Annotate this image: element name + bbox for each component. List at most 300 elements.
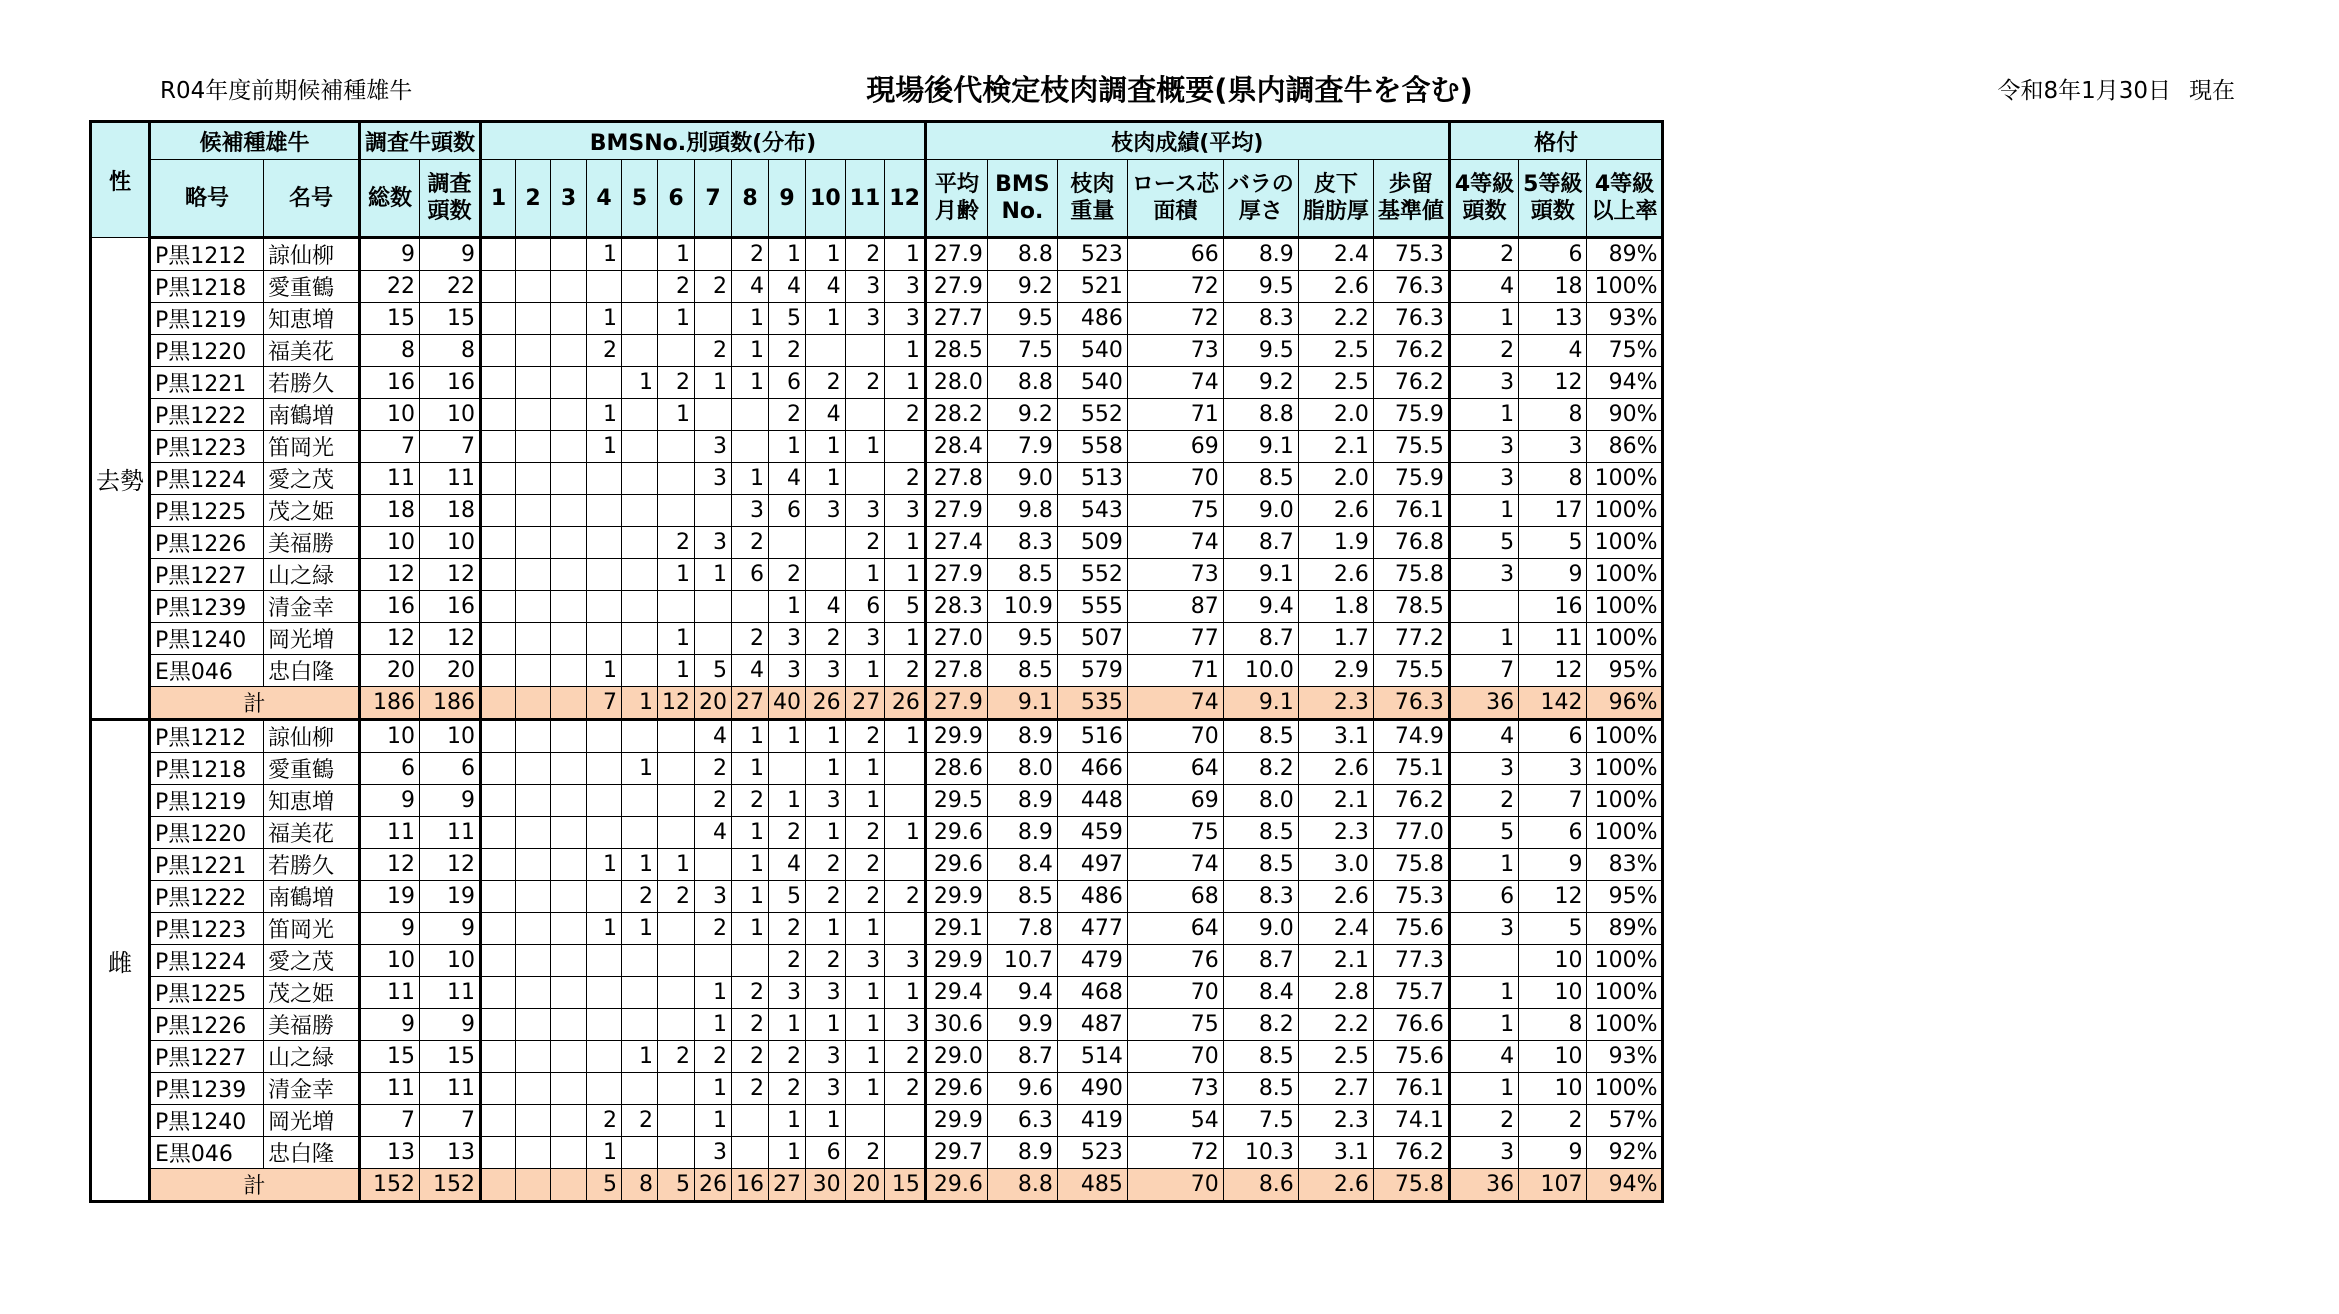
bms-count-3: [551, 399, 587, 431]
grade4-plus-rate: 95%: [1587, 881, 1663, 913]
surveyed-count: 12: [419, 623, 480, 655]
bms-count-3: [551, 367, 587, 399]
bms-count-3: [551, 463, 587, 495]
bms-count-4: [587, 623, 622, 655]
yield-value: 76.1: [1373, 1073, 1449, 1105]
bms-count-12: [885, 913, 926, 945]
bms-count-9: 1: [769, 1137, 806, 1169]
bms-count-1: [481, 271, 516, 303]
bms-count-11: 27: [845, 687, 885, 720]
total-count: 11: [360, 1073, 420, 1105]
col-bms-6: 6: [658, 160, 695, 238]
rib-eye-area: 74: [1127, 687, 1223, 720]
bms-count-12: 3: [885, 1009, 926, 1041]
fat-thickness: 2.1: [1298, 945, 1373, 977]
grade5-count: 11: [1519, 623, 1587, 655]
bms-count-6: [658, 1105, 695, 1137]
rib-eye-area: 70: [1127, 720, 1223, 753]
bms-count-6: [658, 913, 695, 945]
bms-count-12: 1: [885, 817, 926, 849]
carcass-weight: 468: [1057, 977, 1127, 1009]
bms-count-3: [551, 559, 587, 591]
bms-count-1: [481, 238, 516, 271]
yield-value: 75.9: [1373, 399, 1449, 431]
grade4-plus-rate: 100%: [1587, 753, 1663, 785]
bms-count-2: [516, 335, 551, 367]
rib-thickness: 8.2: [1223, 1009, 1298, 1041]
bms-count-8: 1: [732, 817, 769, 849]
bms-count-10: 2: [806, 945, 846, 977]
total-count: 10: [360, 527, 420, 559]
fat-thickness: 3.1: [1298, 1137, 1373, 1169]
surveyed-count: 7: [419, 431, 480, 463]
bms-count-9: 2: [769, 335, 806, 367]
rib-eye-area: 74: [1127, 849, 1223, 881]
bms-count-8: 4: [732, 271, 769, 303]
grade4-plus-rate: 75%: [1587, 335, 1663, 367]
avg-age: 29.7: [925, 1137, 987, 1169]
bms-count-7: [695, 303, 732, 335]
carcass-weight: 516: [1057, 720, 1127, 753]
bms-count-9: 40: [769, 687, 806, 720]
bms-number: 9.1: [987, 687, 1057, 720]
bms-number: 8.9: [987, 817, 1057, 849]
carcass-weight: 540: [1057, 335, 1127, 367]
grade4-plus-rate: 100%: [1587, 817, 1663, 849]
grade5-count: 10: [1519, 977, 1587, 1009]
bms-count-1: [481, 1137, 516, 1169]
bms-count-2: [516, 753, 551, 785]
col-carcass-results: 枝肉成績(平均): [925, 122, 1449, 160]
bms-count-7: 5: [695, 655, 732, 687]
bms-count-10: 3: [806, 495, 846, 527]
bms-count-3: [551, 623, 587, 655]
yield-value: 75.1: [1373, 753, 1449, 785]
bms-count-5: [622, 1137, 658, 1169]
carcass-weight: 466: [1057, 753, 1127, 785]
bms-number: 9.0: [987, 463, 1057, 495]
bms-count-2: [516, 945, 551, 977]
table-row: [91, 1105, 1663, 1137]
bms-count-1: [481, 303, 516, 335]
fat-thickness: 3.1: [1298, 720, 1373, 753]
bms-count-4: [587, 495, 622, 527]
bms-count-1: [481, 753, 516, 785]
bull-name: 岡光増: [264, 1105, 360, 1137]
table-row: [91, 881, 1663, 913]
bms-count-3: [551, 655, 587, 687]
rib-thickness: 8.3: [1223, 881, 1298, 913]
bms-count-2: [516, 849, 551, 881]
grade4-plus-rate: 86%: [1587, 431, 1663, 463]
rib-thickness: 9.1: [1223, 559, 1298, 591]
avg-age: 28.0: [925, 367, 987, 399]
total-count: 20: [360, 655, 420, 687]
bms-count-11: 20: [845, 1169, 885, 1202]
bms-count-1: [481, 335, 516, 367]
rib-thickness: 8.5: [1223, 463, 1298, 495]
fat-thickness: 2.6: [1298, 753, 1373, 785]
table-row: [91, 913, 1663, 945]
bms-count-12: 3: [885, 271, 926, 303]
table-row: [91, 785, 1663, 817]
bms-count-11: 2: [845, 849, 885, 881]
bms-count-6: [658, 1073, 695, 1105]
bms-count-12: 2: [885, 399, 926, 431]
bms-number: 9.9: [987, 1009, 1057, 1041]
bms-count-11: 2: [845, 720, 885, 753]
carcass-weight: 490: [1057, 1073, 1127, 1105]
avg-age: 29.5: [925, 785, 987, 817]
rib-eye-area: 54: [1127, 1105, 1223, 1137]
rib-thickness: 9.5: [1223, 271, 1298, 303]
bms-count-11: 3: [845, 945, 885, 977]
bms-count-4: 1: [587, 431, 622, 463]
avg-age: 27.9: [925, 559, 987, 591]
carcass-weight: 535: [1057, 687, 1127, 720]
bms-count-5: [622, 945, 658, 977]
fat-thickness: 2.6: [1298, 495, 1373, 527]
grade5-count: 12: [1519, 655, 1587, 687]
bms-count-4: [587, 527, 622, 559]
bms-count-2: [516, 238, 551, 271]
table-row: [91, 527, 1663, 559]
grade4-plus-rate: 94%: [1587, 367, 1663, 399]
bms-count-6: 12: [658, 687, 695, 720]
bms-count-9: 5: [769, 881, 806, 913]
surveyed-count: 19: [419, 881, 480, 913]
yield-value: 74.9: [1373, 720, 1449, 753]
bms-count-7: 2: [695, 335, 732, 367]
col-bms-12: 12: [885, 160, 926, 238]
bms-count-5: [622, 399, 658, 431]
bms-count-11: 2: [845, 527, 885, 559]
bms-count-4: [587, 1009, 622, 1041]
bull-name: 南鶴増: [264, 881, 360, 913]
surveyed-count: 152: [419, 1169, 480, 1202]
bms-count-3: [551, 431, 587, 463]
yield-value: 76.2: [1373, 785, 1449, 817]
fat-thickness: 2.8: [1298, 977, 1373, 1009]
grade4-count: 3: [1449, 367, 1518, 399]
bms-count-9: 3: [769, 655, 806, 687]
bms-number: 9.5: [987, 623, 1057, 655]
bms-count-7: 1: [695, 1073, 732, 1105]
bms-count-2: [516, 559, 551, 591]
bull-code: P黒1212: [150, 720, 264, 753]
bms-count-3: [551, 527, 587, 559]
fat-thickness: 2.6: [1298, 1169, 1373, 1202]
bms-count-3: [551, 913, 587, 945]
bull-name: 山之緑: [264, 1041, 360, 1073]
bms-number: 9.6: [987, 1073, 1057, 1105]
yield-value: 76.3: [1373, 271, 1449, 303]
grade4-plus-rate: 90%: [1587, 399, 1663, 431]
bms-number: 8.5: [987, 881, 1057, 913]
bull-name: 愛之茂: [264, 463, 360, 495]
total-count: 7: [360, 431, 420, 463]
table-row: [91, 1009, 1663, 1041]
grade4-plus-rate: 57%: [1587, 1105, 1663, 1137]
yield-value: 75.3: [1373, 238, 1449, 271]
surveyed-count: 10: [419, 945, 480, 977]
bms-count-5: [622, 591, 658, 623]
rib-eye-area: 69: [1127, 431, 1223, 463]
col-bms-no: BMS No.: [987, 160, 1057, 238]
bms-count-12: 2: [885, 655, 926, 687]
bms-count-1: [481, 495, 516, 527]
rib-thickness: 8.7: [1223, 945, 1298, 977]
table-row: [91, 238, 1663, 271]
bms-count-12: 2: [885, 1041, 926, 1073]
carcass-weight: 558: [1057, 431, 1127, 463]
bms-count-3: [551, 1041, 587, 1073]
bms-count-2: [516, 977, 551, 1009]
bms-count-6: [658, 1009, 695, 1041]
avg-age: 29.6: [925, 1073, 987, 1105]
table-row: [91, 1041, 1663, 1073]
rib-eye-area: 70: [1127, 1041, 1223, 1073]
avg-age: 29.9: [925, 881, 987, 913]
surveyed-count: 12: [419, 559, 480, 591]
grade4-count: 1: [1449, 1073, 1518, 1105]
bull-code: P黒1219: [150, 303, 264, 335]
avg-age: 29.9: [925, 1105, 987, 1137]
bms-count-11: 1: [845, 559, 885, 591]
bms-number: 8.5: [987, 655, 1057, 687]
bms-count-6: [658, 720, 695, 753]
bull-code: P黒1239: [150, 591, 264, 623]
carcass-weight: 507: [1057, 623, 1127, 655]
avg-age: 27.4: [925, 527, 987, 559]
fat-thickness: 1.7: [1298, 623, 1373, 655]
bms-count-1: [481, 720, 516, 753]
bms-count-4: [587, 591, 622, 623]
rib-eye-area: 64: [1127, 913, 1223, 945]
grade4-count: 1: [1449, 399, 1518, 431]
total-count: 10: [360, 945, 420, 977]
bms-count-6: 1: [658, 303, 695, 335]
sex-label: 去勢: [91, 238, 150, 720]
bms-count-6: [658, 753, 695, 785]
total-count: 16: [360, 591, 420, 623]
bms-count-9: 1: [769, 1009, 806, 1041]
bms-count-4: 5: [587, 1169, 622, 1202]
yield-value: 75.8: [1373, 1169, 1449, 1202]
surveyed-count: 15: [419, 303, 480, 335]
bms-count-4: 2: [587, 335, 622, 367]
bms-count-8: 2: [732, 527, 769, 559]
bms-count-4: 7: [587, 687, 622, 720]
bms-count-10: [806, 527, 846, 559]
grade5-count: 6: [1519, 238, 1587, 271]
col-name: 名号: [264, 160, 360, 238]
bull-code: P黒1227: [150, 559, 264, 591]
bms-count-12: [885, 1137, 926, 1169]
bms-count-7: 3: [695, 1137, 732, 1169]
bms-count-5: 1: [622, 849, 658, 881]
grade4-count: 4: [1449, 720, 1518, 753]
bms-count-3: [551, 1009, 587, 1041]
bms-count-4: 1: [587, 655, 622, 687]
col-bms-8: 8: [732, 160, 769, 238]
fat-thickness: 2.6: [1298, 271, 1373, 303]
carcass-weight: 486: [1057, 881, 1127, 913]
bms-count-10: 2: [806, 367, 846, 399]
bms-count-2: [516, 817, 551, 849]
bms-number: 7.9: [987, 431, 1057, 463]
bms-count-1: [481, 1009, 516, 1041]
bms-count-7: [695, 849, 732, 881]
bms-count-10: 2: [806, 623, 846, 655]
avg-age: 29.0: [925, 1041, 987, 1073]
bms-count-4: [587, 367, 622, 399]
bms-count-4: [587, 271, 622, 303]
bms-count-1: [481, 817, 516, 849]
bms-count-5: [622, 495, 658, 527]
carcass-weight: 486: [1057, 303, 1127, 335]
bms-count-5: [622, 303, 658, 335]
bms-count-5: [622, 527, 658, 559]
col-rib-eye: ロース芯 面積: [1127, 160, 1223, 238]
table-row: [91, 817, 1663, 849]
fat-thickness: 3.0: [1298, 849, 1373, 881]
col-yield: 歩留 基準値: [1373, 160, 1449, 238]
fat-thickness: 2.7: [1298, 1073, 1373, 1105]
col-fat: 皮下 脂肪厚: [1298, 160, 1373, 238]
bms-count-2: [516, 785, 551, 817]
bms-count-1: [481, 559, 516, 591]
yield-value: 75.8: [1373, 559, 1449, 591]
bms-count-12: 1: [885, 977, 926, 1009]
bms-count-1: [481, 1073, 516, 1105]
bms-count-3: [551, 335, 587, 367]
bms-count-4: 2: [587, 1105, 622, 1137]
grade4-count: 3: [1449, 431, 1518, 463]
grade4-plus-rate: 100%: [1587, 1073, 1663, 1105]
bms-count-2: [516, 1041, 551, 1073]
grade5-count: 16: [1519, 591, 1587, 623]
avg-age: 29.6: [925, 849, 987, 881]
total-count: 11: [360, 977, 420, 1009]
total-count: 18: [360, 495, 420, 527]
bms-count-12: 1: [885, 623, 926, 655]
carcass-weight: 459: [1057, 817, 1127, 849]
fat-thickness: 2.3: [1298, 817, 1373, 849]
yield-value: 75.6: [1373, 1041, 1449, 1073]
bms-number: 8.3: [987, 527, 1057, 559]
bms-count-8: 2: [732, 1009, 769, 1041]
grade4-count: 3: [1449, 913, 1518, 945]
bull-name: 知恵増: [264, 303, 360, 335]
table-row: [91, 1073, 1663, 1105]
bms-count-7: 20: [695, 687, 732, 720]
bms-count-9: 2: [769, 559, 806, 591]
bms-count-3: [551, 1169, 587, 1202]
grade5-count: 107: [1519, 1169, 1587, 1202]
bms-count-10: 1: [806, 431, 846, 463]
grade5-count: 5: [1519, 913, 1587, 945]
bms-count-1: [481, 623, 516, 655]
grade4-plus-rate: 96%: [1587, 687, 1663, 720]
bull-code: P黒1218: [150, 271, 264, 303]
col-code: 略号: [150, 160, 264, 238]
bms-count-11: 1: [845, 913, 885, 945]
bms-count-4: [587, 881, 622, 913]
bms-count-7: 26: [695, 1169, 732, 1202]
bms-count-8: 2: [732, 977, 769, 1009]
bull-name: 清金幸: [264, 591, 360, 623]
surveyed-count: 9: [419, 1009, 480, 1041]
bms-count-1: [481, 655, 516, 687]
bms-count-8: 4: [732, 655, 769, 687]
bull-code: P黒1223: [150, 913, 264, 945]
bms-count-10: 1: [806, 238, 846, 271]
total-count: 11: [360, 463, 420, 495]
col-bms-7: 7: [695, 160, 732, 238]
bms-count-10: 26: [806, 687, 846, 720]
table-row: [91, 591, 1663, 623]
total-count: 11: [360, 817, 420, 849]
bms-count-10: 2: [806, 881, 846, 913]
rib-eye-area: 87: [1127, 591, 1223, 623]
bms-count-11: 1: [845, 1073, 885, 1105]
surveyed-count: 16: [419, 591, 480, 623]
rib-thickness: 8.3: [1223, 303, 1298, 335]
col-grade5: 5等級 頭数: [1519, 160, 1587, 238]
bms-count-11: [845, 335, 885, 367]
total-count: 22: [360, 271, 420, 303]
bms-count-12: [885, 849, 926, 881]
bms-count-8: 2: [732, 1041, 769, 1073]
rib-thickness: 7.5: [1223, 1105, 1298, 1137]
avg-age: 29.6: [925, 817, 987, 849]
bull-name: 知恵増: [264, 785, 360, 817]
bms-count-2: [516, 495, 551, 527]
bms-count-12: 3: [885, 945, 926, 977]
bms-count-5: [622, 238, 658, 271]
bms-count-3: [551, 945, 587, 977]
bms-count-1: [481, 367, 516, 399]
grade4-plus-rate: 83%: [1587, 849, 1663, 881]
surveyed-count: 11: [419, 1073, 480, 1105]
col-bms-distribution: BMSNo.別頭数(分布): [481, 122, 926, 160]
rib-thickness: 9.1: [1223, 687, 1298, 720]
grade4-plus-rate: 89%: [1587, 913, 1663, 945]
yield-value: 75.5: [1373, 655, 1449, 687]
bull-name: 美福勝: [264, 1009, 360, 1041]
total-count: 16: [360, 367, 420, 399]
bull-code: P黒1222: [150, 399, 264, 431]
bms-count-4: [587, 720, 622, 753]
rib-thickness: 8.2: [1223, 753, 1298, 785]
bms-count-1: [481, 881, 516, 913]
bms-count-6: 1: [658, 559, 695, 591]
bms-count-10: 4: [806, 591, 846, 623]
bms-count-1: [481, 687, 516, 720]
grade5-count: 8: [1519, 1009, 1587, 1041]
bms-count-8: 1: [732, 753, 769, 785]
total-count: 15: [360, 1041, 420, 1073]
bms-count-12: 15: [885, 1169, 926, 1202]
carcass-weight: 552: [1057, 559, 1127, 591]
bms-count-3: [551, 753, 587, 785]
bms-count-6: 2: [658, 881, 695, 913]
bull-code: P黒1220: [150, 335, 264, 367]
bms-count-7: 1: [695, 1009, 732, 1041]
col-rib-thick: バラの 厚さ: [1223, 160, 1298, 238]
surveyed-count: 10: [419, 399, 480, 431]
